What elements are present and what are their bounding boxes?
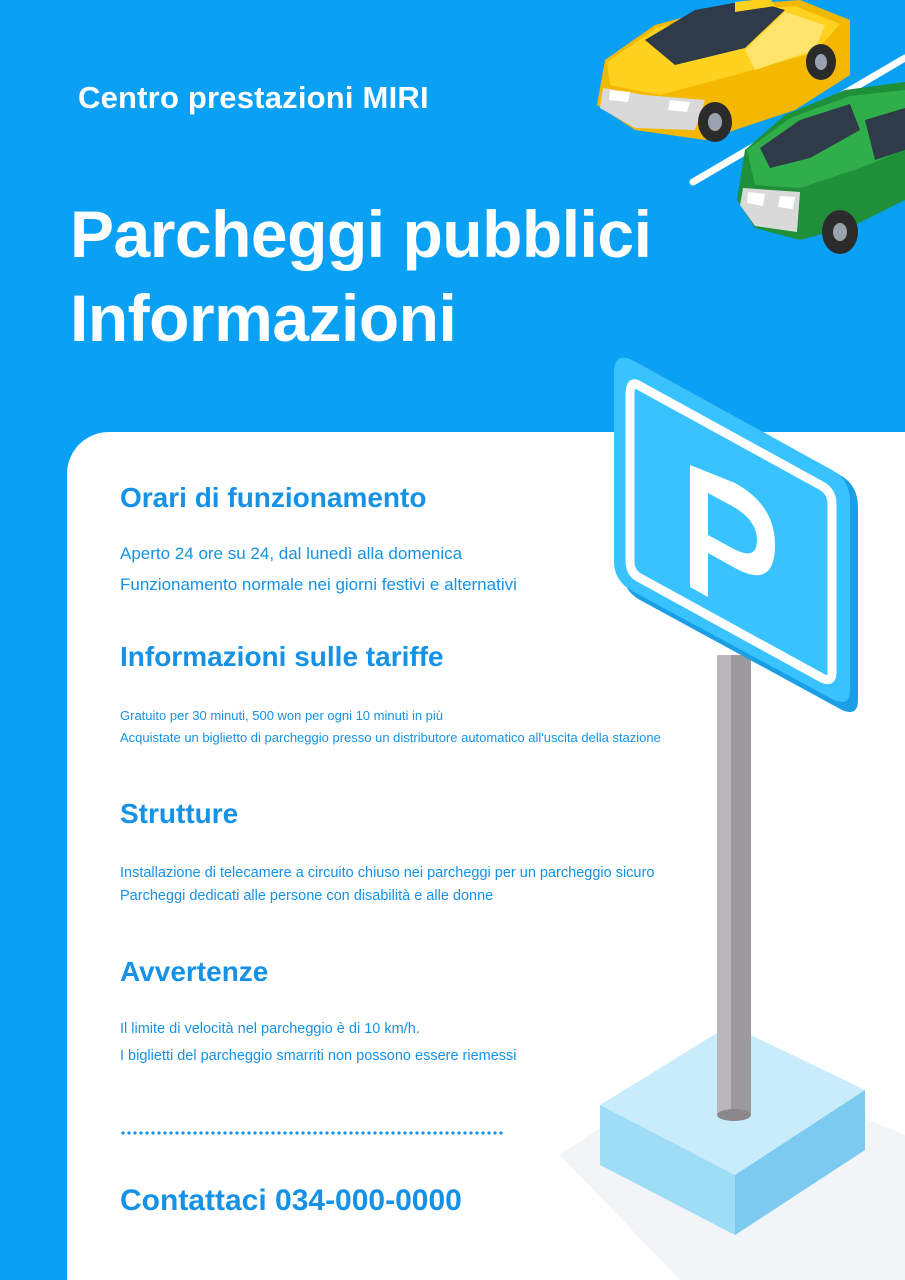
dotted-divider	[120, 1131, 505, 1135]
section-heading-warnings: Avvertenze	[120, 956, 269, 987]
section-warnings-line-1: Il limite di velocità nel parcheggio è di 10 km/h.	[120, 1021, 420, 1037]
parking-sign-icon	[560, 355, 905, 1280]
section-heading-hours: Orari di funzionamento	[120, 482, 427, 513]
organization-name: Centro prestazioni MIRI	[78, 80, 429, 115]
title-line-1: Parcheggi pubblici	[70, 197, 652, 271]
section-facilities-line-1: Installazione di telecamere a circuito chiuso nei parcheggi per un parcheggio sicuro	[120, 865, 655, 881]
section-hours-line-1: Aperto 24 ore su 24, dal lunedì alla domenica	[120, 544, 463, 563]
sign-pole	[717, 655, 751, 1121]
title-line-2: Informazioni	[70, 281, 457, 355]
section-fees-line-1: Gratuito per 30 minuti, 500 won per ogni 10 minuti in più	[120, 708, 444, 723]
section-facilities-line-2: Parcheggi dedicati alle persone con disabilità e alle donne	[120, 888, 494, 904]
page-title	[70, 192, 651, 360]
section-hours-line-2: Funzionamento normale nei giorni festivi e alternativi	[120, 575, 517, 594]
parked-cars-illustration	[585, 0, 905, 270]
section-warnings-line-2: I biglietti del parcheggio smarriti non possono essere riemessi	[120, 1048, 517, 1064]
section-heading-fees: Informazioni sulle tariffe	[120, 641, 444, 672]
section-fees-line-2: Acquistate un biglietto di parcheggio presso un distributore automatico all'uscita della stazione	[120, 730, 661, 745]
section-heading-facilities: Strutture	[120, 798, 239, 829]
contact-phone: Contattaci 034-000-0000	[120, 1184, 462, 1217]
